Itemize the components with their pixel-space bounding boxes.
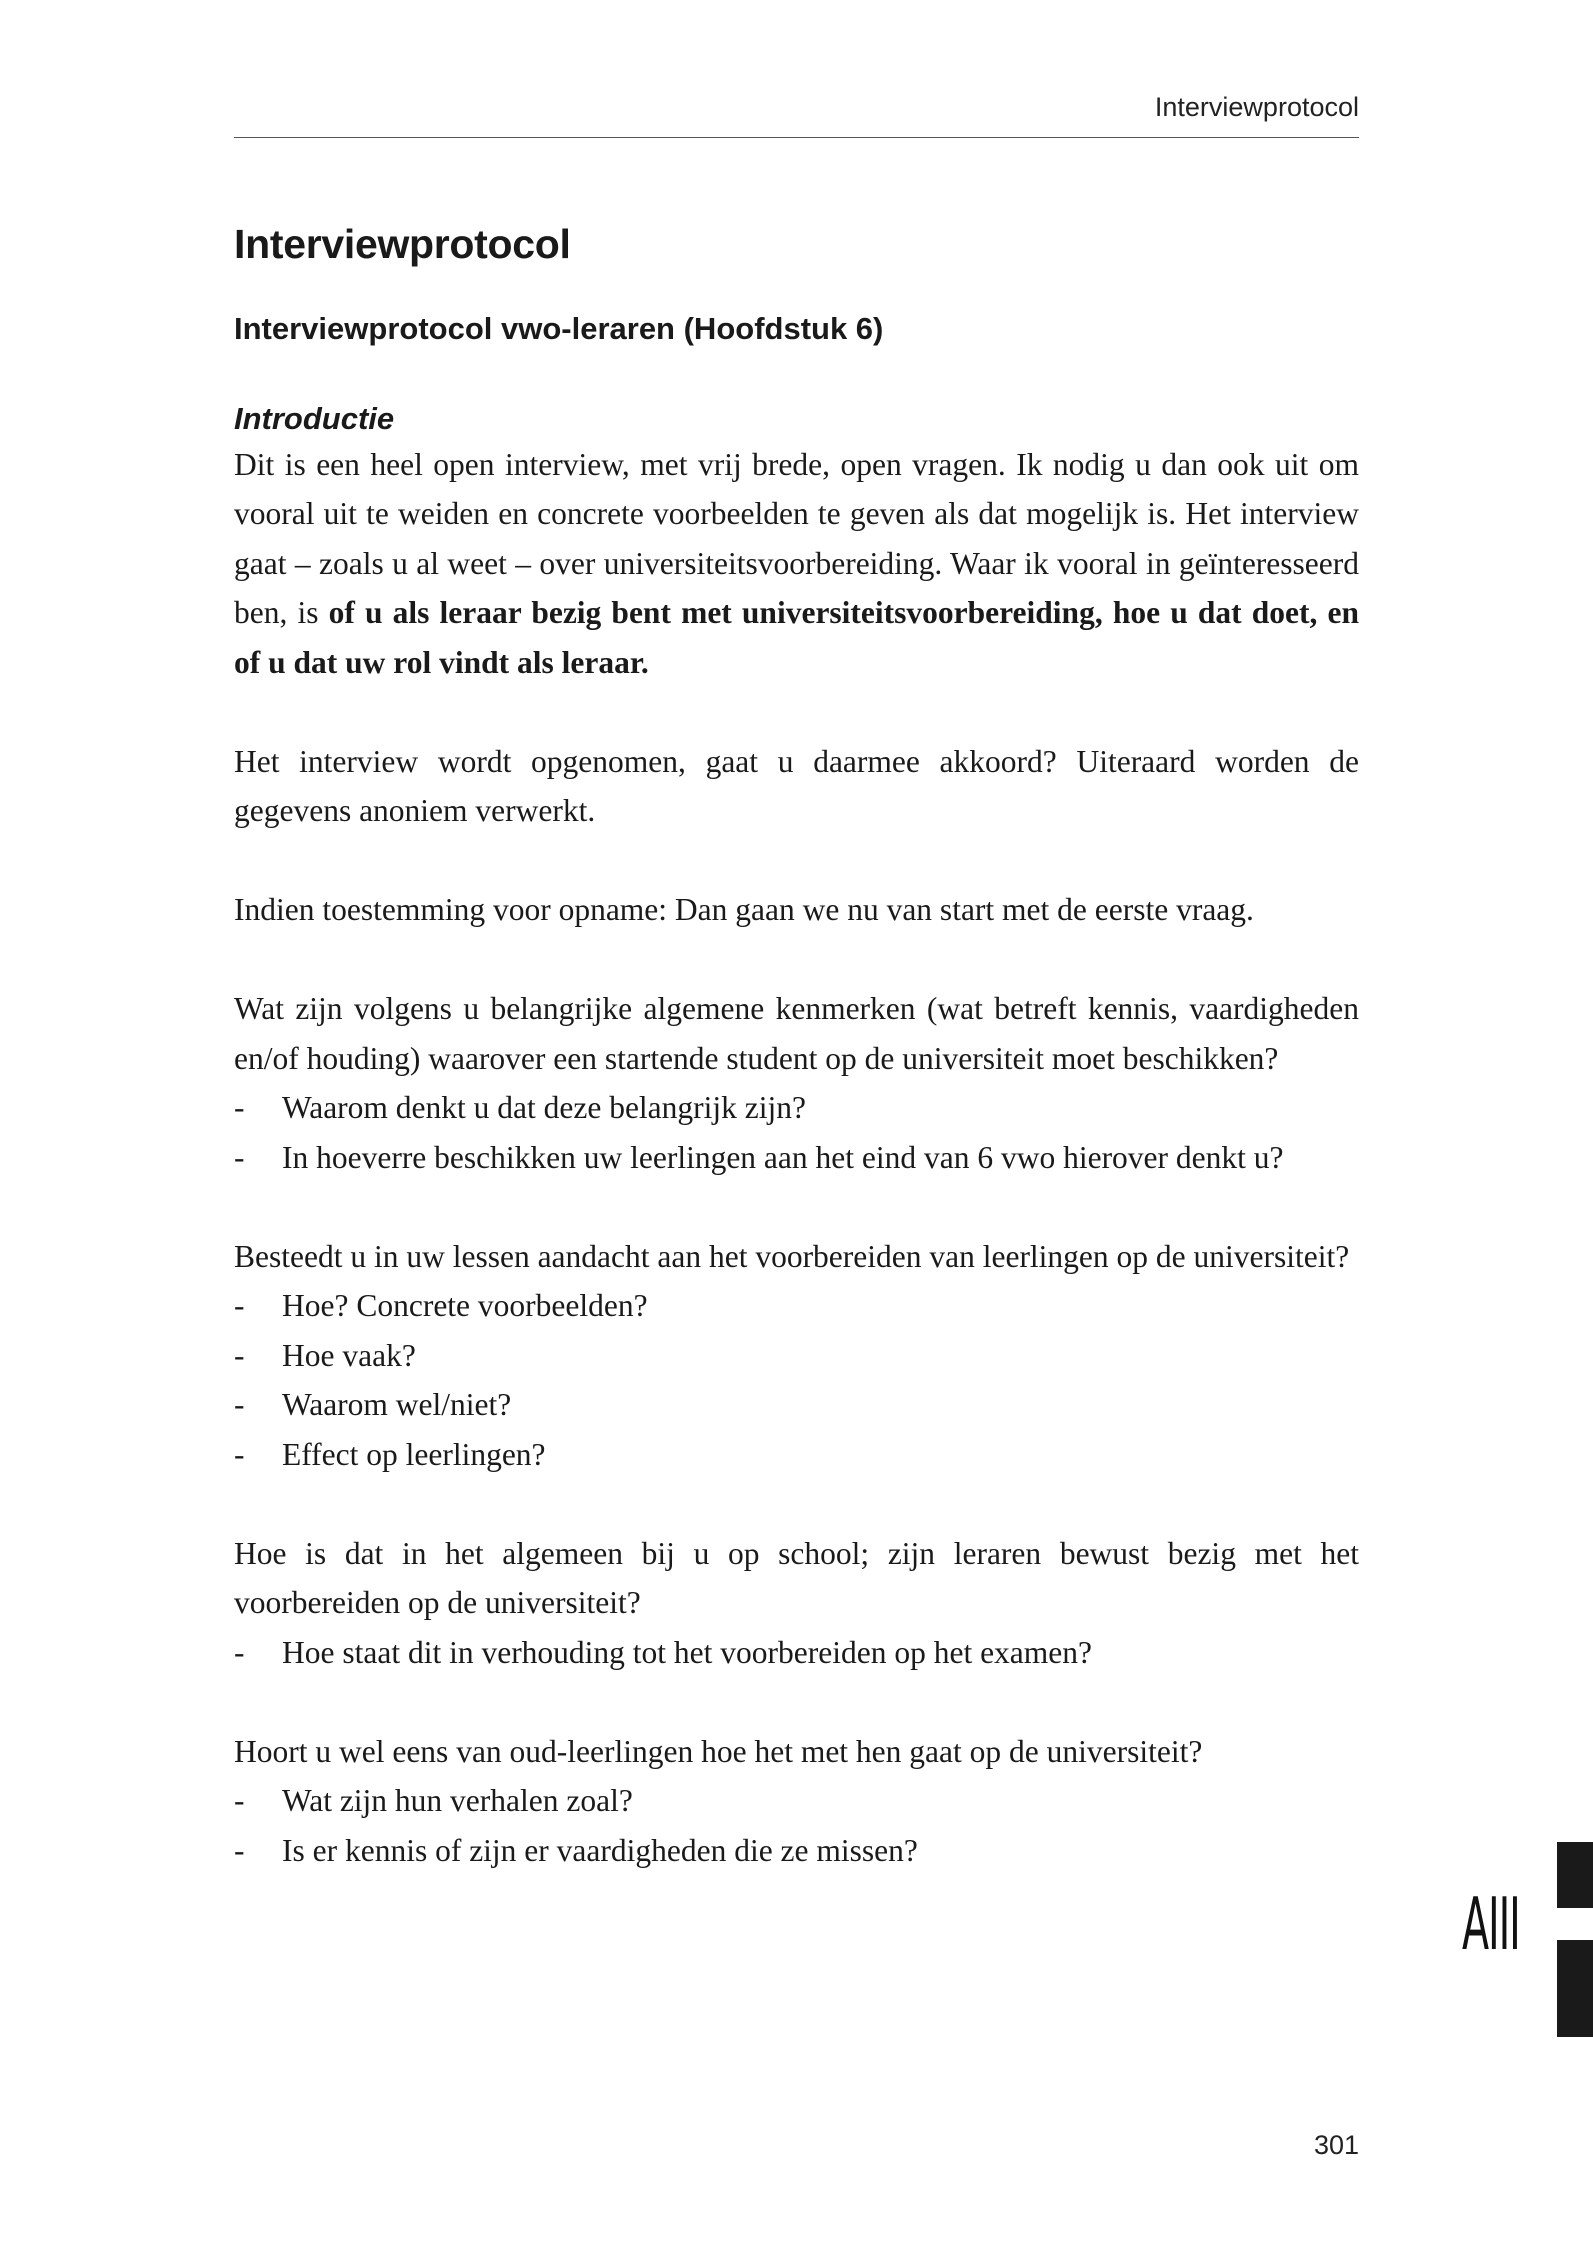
dash-marker: -: [234, 1832, 245, 1868]
intro-paragraph: [234, 440, 1359, 688]
page-title: Interviewprotocol: [234, 221, 571, 267]
list-item: [234, 1331, 1359, 1381]
thumb-tab-bar-top: [1557, 1842, 1593, 1908]
question-3: Hoe is dat in het algemeen bij u op school; zijn leraren bewust bezig met het voorbereiden op de universiteit?: [234, 1535, 1359, 1621]
thumb-tab-label: AIII: [1462, 1882, 1520, 1966]
list-item: [234, 1826, 1359, 1876]
question-2: Besteedt u in uw lessen aandacht aan het voorbereiden van leerlingen op de universiteit?: [234, 1238, 1350, 1274]
followup-text: Effect op leerlingen?: [282, 1436, 546, 1472]
section-subtitle: Interviewprotocol vwo-leraren (Hoofdstuk 6): [234, 311, 884, 347]
question-2-followups: [234, 1281, 1359, 1479]
page-content: [234, 220, 1359, 1875]
question-4: Hoort u wel eens van oud-leerlingen hoe het met hen gaat op de universiteit?: [234, 1733, 1203, 1769]
list-item: [234, 1776, 1359, 1826]
dash-marker: -: [234, 1634, 245, 1670]
running-header: Interviewprotocol: [1154, 92, 1359, 122]
question-3-followups: [234, 1628, 1359, 1678]
followup-text: Is er kennis of zijn er vaardigheden die ze missen?: [282, 1832, 918, 1868]
thumb-tab-bar-bottom: [1557, 1940, 1593, 2037]
question-1-followups: [234, 1083, 1359, 1182]
recording-paragraph: Het interview wordt opgenomen, gaat u daarmee akkoord? Uiteraard worden de gegevens anoniem verwerkt.: [234, 743, 1359, 829]
followup-text: Hoe? Concrete voorbeelden?: [282, 1288, 648, 1324]
list-item: [234, 1281, 1359, 1331]
dash-marker: -: [234, 1436, 245, 1472]
chapter-thumb-tab: [1462, 1842, 1593, 2037]
followup-text: Hoe vaak?: [282, 1337, 416, 1373]
followup-text: Hoe staat dit in verhouding tot het voorbereiden op het examen?: [282, 1634, 1093, 1670]
question-4-followups: [234, 1776, 1359, 1875]
page-number: 301: [1313, 2130, 1359, 2160]
header-rule: [234, 137, 1359, 138]
list-item: [234, 1628, 1359, 1678]
followup-text: Waarom wel/niet?: [282, 1387, 512, 1423]
question-1: Wat zijn volgens u belangrijke algemene kenmerken (wat betreft kennis, vaardigheden en/of houding) waarover een startende student op de universiteit moet beschikken?: [234, 991, 1359, 1076]
list-item: [234, 1380, 1359, 1430]
intro-heading: Introductie: [234, 401, 395, 437]
dash-marker: -: [234, 1090, 245, 1126]
intro-text: Dit is een heel open interview, met vrij brede, open vragen. Ik nodig u dan ook uit om vooral uit te weiden en concrete voorbeelden te geven als dat mogelijk is. Het interview gaat – zoals u al weet – over universiteitsvoorbereiding. Waar ik vooral in geïnteresseerd ben, is: [234, 446, 1359, 631]
followup-text: Waarom denkt u dat deze belangrijk zijn?: [282, 1090, 806, 1126]
dash-marker: -: [234, 1387, 245, 1423]
followup-text: In hoeverre beschikken uw leerlingen aan het eind van 6 vwo hierover denkt u?: [282, 1139, 1284, 1175]
list-item: [234, 1133, 1359, 1183]
dash-marker: -: [234, 1288, 245, 1324]
list-item: [234, 1430, 1359, 1480]
dash-marker: -: [234, 1337, 245, 1373]
dash-marker: -: [234, 1783, 245, 1819]
followup-text: Wat zijn hun verhalen zoal?: [282, 1783, 633, 1819]
list-item: [234, 1083, 1359, 1133]
consent-paragraph: Indien toestemming voor opname: Dan gaan we nu van start met de eerste vraag.: [234, 892, 1254, 928]
intro-emphasis: of u als leraar bezig bent met universiteitsvoorbereiding, hoe u dat doet, en of u dat uw rol vindt als leraar.: [234, 595, 1359, 680]
dash-marker: -: [234, 1139, 245, 1175]
